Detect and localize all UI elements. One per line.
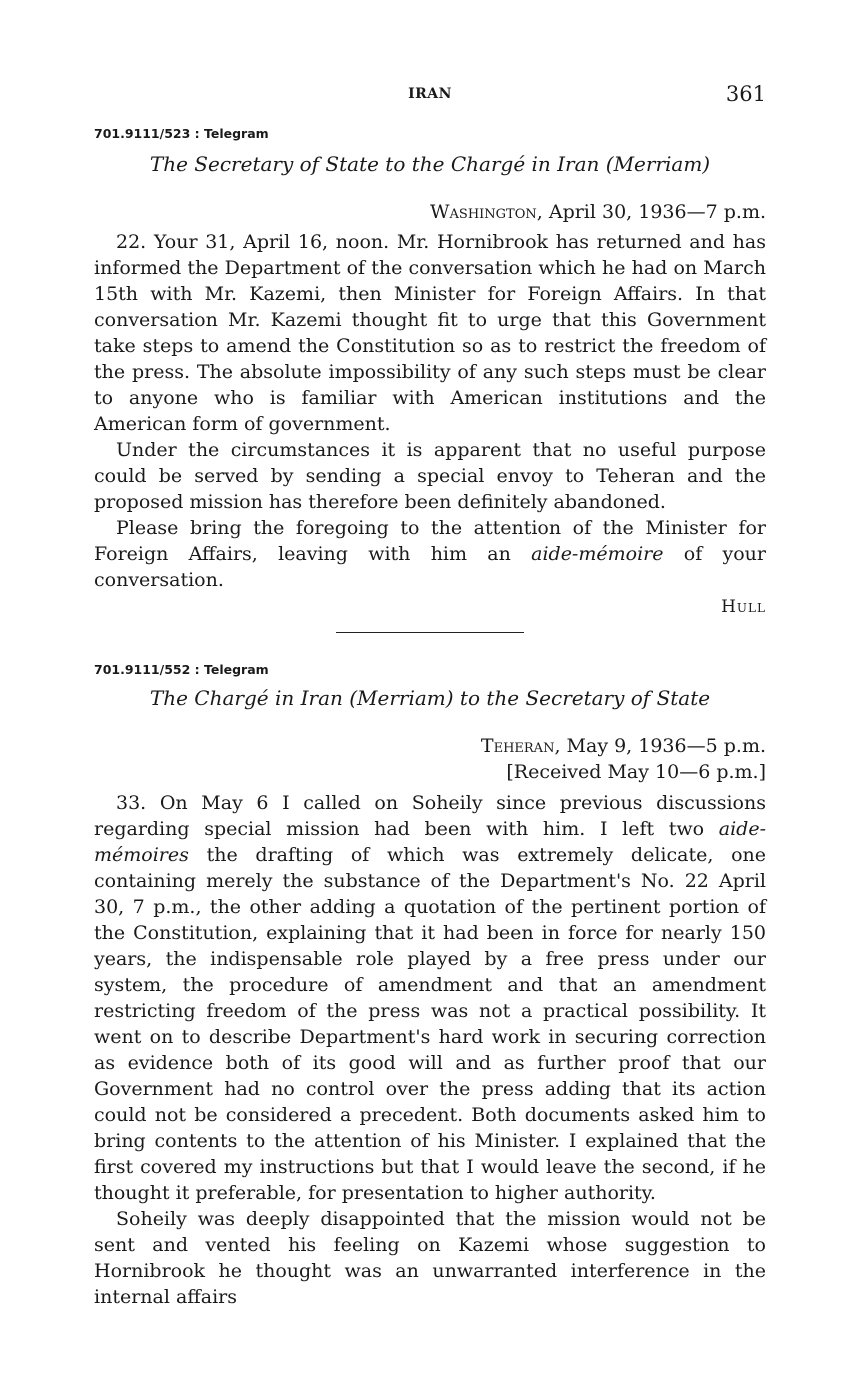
- doc1-p3-text-a: Please bring the foregoing to the attention of the Minister for Foreign Affairs, leaving with him an: [94, 517, 766, 565]
- doc1-paragraph-3: [94, 515, 766, 593]
- doc2-date-rest: , May 9, 1936—5 p.m.: [554, 735, 766, 757]
- doc2-paragraph-1: [94, 790, 766, 1206]
- doc1-signature: Hull: [721, 597, 766, 617]
- running-title: IRAN: [408, 86, 452, 102]
- doc2-paragraph-2: Soheily was deeply disappointed that the mission would not be sent and vented his feeling on Kazemi whose suggestion to Hornibrook he thought was an unwarranted interference in the internal affairs: [94, 1208, 766, 1308]
- doc2-received-line: [Received May 10—6 p.m.]: [506, 761, 766, 783]
- doc1-file-reference: 701.9111/523 : Telegram: [94, 126, 269, 141]
- doc2-file-reference: 701.9111/552 : Telegram: [94, 662, 269, 677]
- page-number: 361: [725, 82, 766, 106]
- doc1-p3-text-b: of your conversation.: [94, 543, 766, 591]
- doc1-p3-italic: aide-mémoire: [531, 543, 664, 565]
- doc1-body: [94, 229, 766, 593]
- doc1-paragraph-1: 22. Your 31, April 16, noon. Mr. Hornibrook has returned and has informed the Department of the conversation which he had on March 15th with Mr. Kazemi, then Minister for Foreign Affairs. In that conversation Mr. Kazemi thought fit to urge that this Government take steps to amend the Constitution so as to restrict the freedom of the press. The absolute impossibility of any such steps must be clear to anyone who is familiar with American institutions and the American form of government.: [94, 231, 766, 435]
- doc2-title: The Chargé in Iran (Merriam) to the Secretary of State: [149, 686, 711, 710]
- doc2-body: [94, 790, 766, 1310]
- doc1-title: The Secretary of State to the Chargé in Iran (Merriam): [149, 152, 711, 176]
- doc2-date-place: Teheran: [480, 735, 555, 757]
- doc1-paragraph-2: Under the circumstances it is apparent that no useful purpose could be served by sending a special envoy to Teheran and the proposed mission has therefore been definitely abandoned.: [94, 439, 766, 513]
- doc1-date-place: Washington: [430, 201, 537, 223]
- doc2-p1-italic: aide-mémoires: [94, 818, 766, 866]
- doc2-p1-text-b: the drafting of which was extremely delicate, one containing merely the substance of the Department's No. 22 April 30, 7 p.m., the other adding a quotation of the pertinent portion of the Constitution, explaining that it had been in force for nearly 150 years, the indispensable role played by a free press under our system, the procedure of amendment and that an amendment restricting freedom of the press was not a practical possibility. It went on to describe Department's hard work in securing correction as evidence both of its good will and as further proof that our Government had no control over the press adding that its action could not be considered a precedent. Both documents asked him to bring contents to the attention of his Minister. I explained that the first covered my instructions but that I would leave the second, if he thought it preferable, for presentation to higher authority.: [94, 844, 766, 1204]
- doc2-p1-text-a: 33. On May 6 I called on Soheily since previous discussions regarding special mission had been with him. I left two: [94, 792, 766, 840]
- doc2-date-line: [481, 733, 766, 759]
- section-divider: [336, 632, 524, 633]
- doc1-dateline: [430, 199, 766, 225]
- running-header: [94, 82, 766, 106]
- doc2-dateline: [481, 733, 766, 785]
- doc1-date-rest: , April 30, 1936—7 p.m.: [536, 201, 766, 223]
